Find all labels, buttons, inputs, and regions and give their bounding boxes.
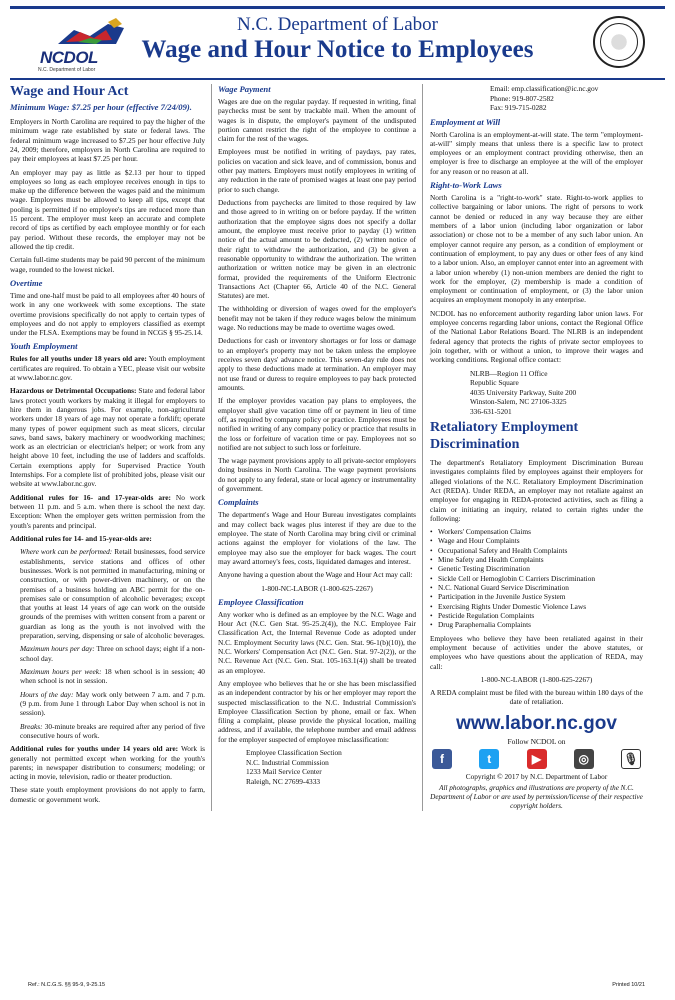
paragraph: Additional rules for youths under 14 years old are: Work is generally not permitted except when working for the youth's parents; in newspaper distribution to consumers; modeling; or acting in movie, television, radio or theater production. — [10, 744, 206, 782]
paragraph: A REDA complaint must be filed with the bureau within 180 days of the date of retaliation. — [430, 688, 643, 707]
paragraph: NCDOL has no enforcement authority regarding labor union laws. For employee concerns regarding labor unions, contact the Regional Office of the National Labor Relations Board. The NLRB is an independent federal agency that protects the rights of private sector employees to join together, with or without a union, to improve their wages and working conditions. Regional office contact: — [430, 308, 643, 365]
paragraph: Additional rules for 14- and 15-year-olds are: — [10, 533, 152, 543]
twitter-icon[interactable]: t — [479, 749, 499, 769]
phone-number: 1-800-NC-LABOR (1-800-625-2267) — [480, 674, 593, 684]
paragraph: Deductions for cash or inventory shortages or for loss or damage to an employer's property may not be taken unless the employee receives seven days' advance notice. This seven-day rule does not apply to these deductions made at termination. An employer may not use fraud or duress to require employees to pay back protected amounts. — [218, 336, 416, 392]
facebook-icon[interactable]: f — [432, 749, 452, 769]
paragraph: These state youth employment provisions do not apply to farm, domestic or government work. — [10, 785, 205, 804]
logo-text: NCDOL — [40, 48, 98, 67]
heading-employment-at-will: Employment at Will — [430, 116, 501, 127]
social-icons — [430, 749, 643, 769]
contact-phone: Phone: 919-807-2582 — [490, 93, 554, 103]
statute-reference: Ref.: N.C.G.S. §§ 95-9, 9-25.15 — [28, 982, 106, 988]
paragraph: Hours of the day: May work only between 7 a.m. and 7 p.m. (9 p.m. from June 1 through Labor Day when school is not in session). — [20, 689, 205, 718]
paragraph: Employees who believe they have been retaliated against in their employment because of activities under the above statutes, or employees who have questions about the application of REDA, may call: — [430, 633, 643, 671]
paragraph: Wages are due on the regular payday. If requested in writing, final paychecks must be sent by trackable mail. When the amount of wages is in dispute, the employer's payment of the undisputed portion cannot restrict the right of the employee to continue a claim for the rest of the wages. — [218, 96, 416, 144]
paragraph: Where work can be performed: Retail businesses, food service establishments, service stations and offices of other businesses. Work is not permitted in manufacturing, mining or construction, or with power-driven machinery, or on the premises of a business holding an ABC permit for the on-premises sale or consumption of alcoholic beverages; except that youths at least 14 years of age can work on the outside grounds of the premises with written consent from a parent or guardian as long as the youth is not involved with the preparation, serving, dispensing or sale of alcoholic beverages. — [20, 547, 206, 641]
paragraph: Maximum hours per day: Three on school days; eight if a non-school day. — [20, 644, 205, 663]
paragraph: Anyone having a question about the Wage and Hour Act may call: — [218, 570, 413, 580]
heading-youth-employment: Youth Employment — [10, 341, 78, 352]
agency-name: N.C. Department of Labor — [236, 14, 439, 35]
header — [10, 12, 665, 76]
credit-note: All photographs, graphics and illustrations are property of the N.C. Department of Labor or are used by permission/license of their respective copyright holders. — [430, 783, 643, 810]
list-item: • Sickle Cell or Hemoglobin C Carriers Discrimination — [430, 574, 643, 583]
paragraph: Deductions from paychecks are limited to those required by law and those agreed to in writing on or before payday. If the written authorization that the employee signs does not specify a dollar amount, the employee must receive prior to payday (1) written notice of the actual amount to be deducted, (2) written notice of their right to withdraw the authorization, and (3) be given a reasonable opportunity to withdraw the authorization. The written authorization or written notice may be given in an electronic format, provided the requirements of the Uniform Electronic Transactions Act (Chapter 66, Article 40 of the N.C. General Statutes) are met. — [218, 198, 416, 301]
heading-complaints: Complaints — [218, 497, 259, 508]
paragraph: The withholding or diversion of wages owed for the employer's benefit may not be taken if they reduce wages below the minimum wage. No reductions may be made to overtime wages owed. — [218, 304, 416, 333]
top-rule — [10, 6, 665, 9]
reda-list — [430, 527, 643, 629]
paragraph: Employers in North Carolina are required to pay the higher of the minimum wage rate established by state or federal laws. The federal minimum wage increased to $7.25 per hour effective July 24, 2009; therefore, employers in North Carolina are required to pay their employees at least $7.25 per hour. — [10, 116, 205, 164]
column-left — [10, 84, 211, 811]
heading-right-to-work: Right-to-Work Laws — [430, 180, 502, 191]
paragraph: Any worker who is defined as an employee by the N.C. Wage and Hour Act (N.C. Gen Stat. 95-25.2(4)), the N.C. Employee Fair Classification Act, the Internal Revenue Code as adopted under N.C. Employment Security laws (N.C. Gen. Stat. 96-1(b)(10)), the N.C. Workers' Compensation Act (N.C. Gen. Stat. 97-2(2)), or the N.C. Revenue Act (N.C. Gen. Stat. 105-163.1(4)) shall be treated as an employee. — [218, 609, 416, 675]
heading-employee-classification: Employee Classification — [218, 596, 304, 607]
paragraph: Additional rules for 16- and 17-year-olds are: No work between 11 p.m. and 5 a.m. when there is school the next day. Exception: When the employer gets written permission from the youth's parents and principal. — [10, 492, 205, 530]
paragraph: Time and one-half must be paid to all employees after 40 hours of work in any one workweek with some exceptions. The state overtime provisions specifically do not apply to certain types of employees and do not apply to employers classified as exempt under the FLSA. Exemptions may be found in NCGS § 95-25.14. — [10, 290, 205, 338]
column-right — [422, 84, 643, 811]
heading-overtime: Overtime — [10, 277, 43, 288]
nlrb-address: NLRB—Region 11 Office Republic Square 4035 University Parkway, Suite 200 Winston-Salem, NC 27106-3325 336-631-5201 — [470, 368, 577, 416]
list-item: • Drug Paraphernalia Complaints — [430, 620, 643, 629]
list-item: • Mine Safety and Health Complaints — [430, 555, 643, 564]
list-item: • Occupational Safety and Health Complaints — [430, 546, 643, 555]
paragraph: Maximum hours per week: 18 when school is in session; 40 when school is not in session. — [20, 667, 205, 686]
paragraph: Certain full-time students may be paid 90 percent of the minimum wage, rounded to the lowest nickel. — [10, 255, 205, 274]
heading-minimum-wage: Minimum Wage: $7.25 per hour (effective 7/24/09). — [10, 102, 192, 113]
copyright: Copyright © 2017 by N.C. Department of Labor — [465, 772, 608, 782]
paragraph: Hazardous or Detrimental Occupations: State and federal labor laws protect youth workers by making it illegal for employers to hire them in dangerous jobs. For example, non-agricultural workers under 18 years of age may not operate a forklift; operate many types of power equipment such as meat slicers, circular saws, band saws, bakery machinery or woodworking machines; work as an electrician or electrician's helper; or work from any height above 10 feet, including the use of ladders and scaffolds. Certain exemptions apply for Supervised Practice Youth Internships. For a complete list of prohibited jobs, please visit our website at www.labor.nc.gov. — [10, 386, 205, 489]
heading-retaliatory-discrimination: Retaliatory Employment Discrimination — [430, 420, 579, 453]
heading-wage-payment: Wage Payment — [218, 84, 271, 94]
instagram-icon[interactable]: ◎ — [574, 749, 594, 769]
paragraph: If the employer provides vacation pay plans to employees, the employer shall give vacation time off or payment in lieu of time off, as required by company policy or practice. Employees must be notified in writing of any company policy or practice that results in the loss or forfeiture of vacation time or pay. Employees not so notified are not subject to such loss or forfeiture. — [218, 396, 416, 452]
paragraph: Rules for all youths under 18 years old are: Youth employment certificates are required. To obtain a YEC, please visit our website at www.labor.nc.gov. — [10, 354, 205, 382]
paragraph: The wage payment provisions apply to all private-sector employers doing business in North Carolina. The wage payment provisions do not apply to any federal, state or local agency or instrumentality of government. — [218, 456, 416, 494]
logo-subtext: N.C. Department of Labor — [38, 67, 96, 73]
printed-date: Printed 10/21 — [612, 982, 645, 988]
paragraph: North Carolina is a "right-to-work" state. Right-to-work applies to collective bargaining or labor unions. The right of persons to work cannot be denied or reduced in any way because they are either members of a labor union (including labor organization or labor association) or chose not to be a member of any such labor union. An employer cannot require any person, as a condition of employment or continuation of employment, to pay any dues or other fees of any kind to a labor union. Also, an employer cannot enter into an agreement with a labor union whereby (1) non-union members are denied the right to work for the employer, (2) membership is made a condition of employment or continuation of employment, or (3) the labor union acquires an employment monopoly in any enterprise. — [430, 193, 643, 305]
paragraph: Employees must be notified in writing of paydays, pay rates, policies on vacation and sick leave, and of commission, bonus and other pay matters. Employers must notify employees in writing of any reduction in the rate of promised wages at least one pay period prior to such change. — [218, 147, 416, 194]
state-seal-icon — [593, 16, 645, 68]
list-item: • Workers' Compensation Claims — [430, 527, 643, 536]
paragraph: North Carolina is an employment-at-will state. The term "employment-at-will" simply means that unless there is a specific law to protect employees or an employment contract providing otherwise, then an employer is free to discharge an employee at the will of the employer for any reason or no reason at all. — [430, 129, 643, 176]
mailing-address: Employee Classification Section N.C. Industrial Commission 1233 Mail Service Center Raleigh, NC 27699-4333 — [246, 748, 342, 786]
list-item: • Genetic Testing Discrimination — [430, 564, 643, 573]
contact-fax: Fax: 919-715-0282 — [490, 103, 547, 113]
podcast-icon[interactable]: 🎙 — [621, 749, 641, 769]
list-item: • Pesticide Regulation Complaints — [430, 611, 643, 620]
page-title: Wage and Hour Notice to Employees — [141, 36, 534, 63]
column-middle — [211, 84, 422, 811]
contact-email: Email: emp.classification@ic.nc.gov — [490, 84, 599, 93]
classification-contact — [490, 84, 643, 113]
list-item: • Exercising Rights Under Domestic Violence Laws — [430, 602, 643, 611]
follow-label: Follow NCDOL on — [507, 736, 566, 746]
paragraph: The department's Retaliatory Employment Discrimination Bureau investigates complaints filed by employees against their employers for alleged violations of the N.C. Retaliatory Employment Discrimination Act (REDA). Under REDA, an employer may not retaliate against an employee for engaging in REDA-protected activities, such as filing a claim or initiating an inquiry, related to certain rights under the following: — [430, 457, 643, 523]
paragraph: Breaks: 30-minute breaks are required after any period of five consecutive hours of work. — [20, 721, 205, 740]
list-item: • Wage and Hour Complaints — [430, 536, 643, 545]
phone-number: 1-800-NC-LABOR (1-800-625-2267) — [261, 583, 373, 593]
youtube-icon[interactable]: ▶ — [527, 749, 547, 769]
footer — [28, 982, 645, 988]
list-item: • N.C. National Guard Service Discrimination — [430, 583, 643, 592]
paragraph: Any employee who believes that he or she has been misclassified as an independent contractor by his or her employer may report the suspected misclassification to the N.C. Industrial Commission's Employee Classification Section by phone, email or fax. When filing a complaint, please provide the physical location, mailing address, and if available, the telephone number and email address for the employer suspected of employee misclassification: — [218, 678, 416, 744]
heading-wage-hour-act: Wage and Hour Act — [10, 84, 129, 99]
list-item: • Participation in the Juvenile Justice System — [430, 592, 643, 601]
paragraph: The department's Wage and Hour Bureau investigates complaints and may collect back wages plus interest if they are due to the employee. The state of North Carolina may bring civil or criminal actions against the employer for violations of the law. The employee may also sue the employer for back wages. The court may award attorney's fees, costs, liquidated damages and interest. — [218, 510, 416, 566]
website-link[interactable]: www.labor.nc.gov — [456, 712, 617, 734]
paragraph: An employer may pay as little as $2.13 per hour to tipped employees so long as each employee receives enough in tips to make up the difference between the wages paid and the minimum wage. Employees must be allowed to keep all tips, except that pooling is permitted if no employee's tips are reduced more than 15 percent. The employer must keep an accurate and complete record of tips as certified by each employee monthly or for each pay period. Without these records, the employer may not be allowed the tip credit. — [10, 167, 205, 252]
